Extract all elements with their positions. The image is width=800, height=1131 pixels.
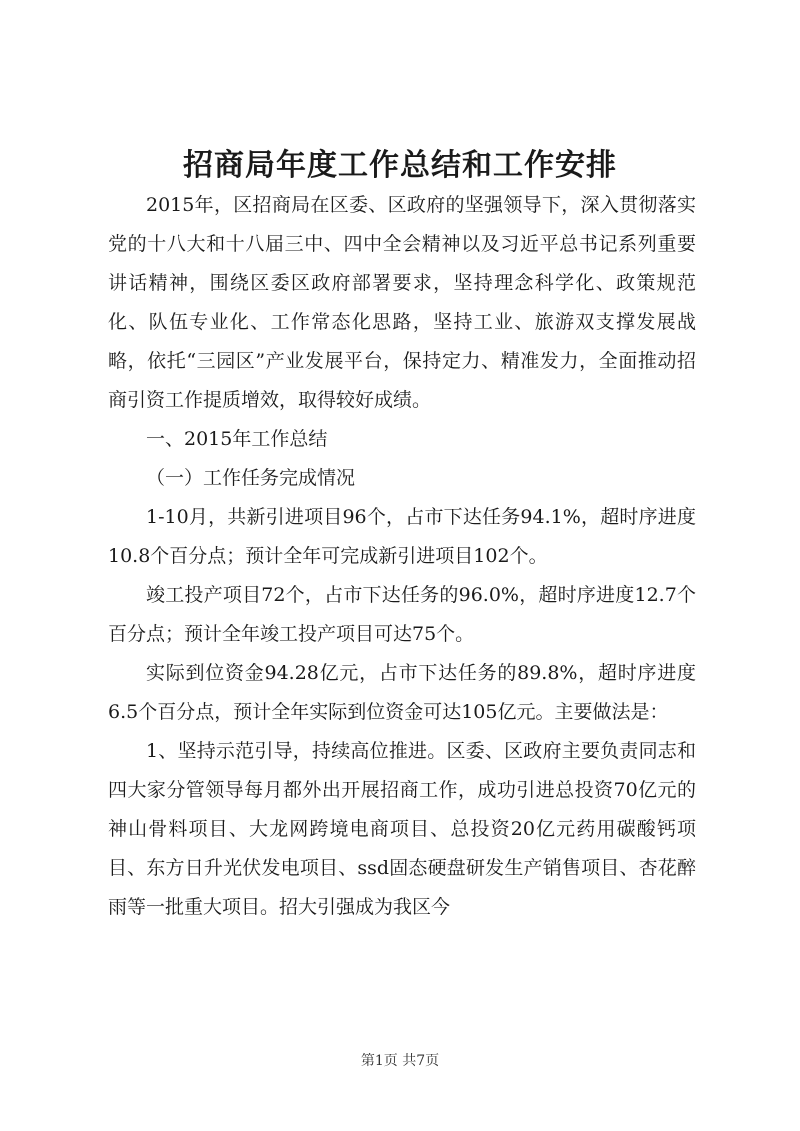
section-heading: 一、2015年工作总结	[146, 428, 328, 450]
document-body	[108, 186, 696, 927]
funds-paragraph: 实际到位资金94.28亿元，占市下达任务的89.8%，超时序进度6.5个百分点，预计全年实际到位资金可达105亿元。主要做法是：	[108, 662, 696, 723]
new-projects-paragraph: 1-10月，共新引进项目96个，占市下达任务94.1%，超时序进度10.8个百分点；预计全年可完成新引进项目102个。	[108, 506, 696, 567]
page-footer: 第1页 共7页	[360, 1053, 440, 1069]
intro-paragraph: 2015年，区招商局在区委、区政府的坚强领导下，深入贯彻落实党的十八大和十八届三中、四中全会精神以及习近平总书记系列重要讲话精神，围绕区委区政府部署要求，坚持理念科学化、政策规范化、队伍专业化、工作常态化思路，坚持工业、旅游双支撑发展战略，依托“三园区”产业发展平台，保持定力、精准发力，全面推动招商引资工作提质增效，取得较好成绩。	[108, 194, 696, 411]
completed-projects-paragraph: 竣工投产项目72个，占市下达任务的96.0%，超时序进度12.7个百分点；预计全年竣工投产项目可达75个。	[108, 584, 696, 645]
subsection-heading: （一）工作任务完成情况	[146, 467, 356, 489]
measure-paragraph: 1、坚持示范引导，持续高位推进。区委、区政府主要负责同志和四大家分管领导每月都外出开展招商工作，成功引进总投资70亿元的神山骨料项目、大龙网跨境电商项目、总投资20亿元药用碳酸钙项目、东方日升光伏发电项目、ssd固态硬盘研发生产销售项目、杏花醉雨等一批重大项目。招大引强成为我区今	[108, 740, 696, 918]
document-title: 招商局年度工作总结和工作安排	[183, 148, 617, 183]
